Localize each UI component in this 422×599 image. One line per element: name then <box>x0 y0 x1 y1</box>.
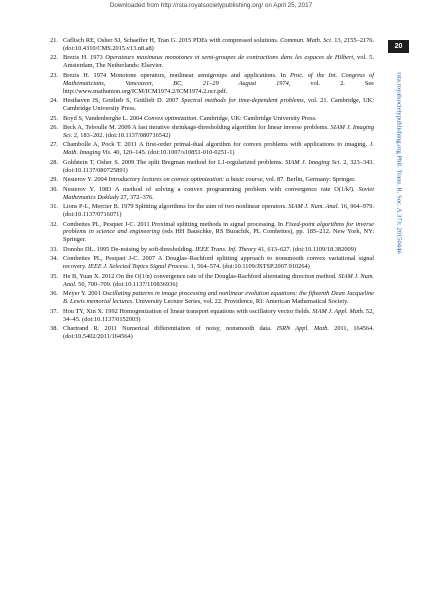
reference-item <box>44 54 374 70</box>
reference-source-title: SIAM J. Num. Anal. <box>63 272 374 288</box>
page-number-badge: 20 <box>388 40 409 53</box>
reference-source-title: Proc. of the Int. Congress of Mathematicians, Vancouver, BC, 21–29 August 1974 <box>63 71 374 87</box>
reference-source-title: J. Math. Imaging Vis. <box>63 141 374 157</box>
reference-item <box>44 97 374 113</box>
reference-source-title: Oscillating patterns in image processing and nonlinear evolution equations: the fifteenth Dean Jacqueline B. Lewis memorial lectures <box>63 290 374 306</box>
reference-text-pre: Hou TY, Xin X. 1992 Homogenization of linear transport equations with oscillatory vector fields. <box>63 307 313 315</box>
reference-text-post: , vol. 2. See http://www.mathunion.org/ICM/ICM1974.2/ICM1974.2.ocr.pdf. <box>63 79 374 95</box>
reference-text-pre: He B, Yuan X. 2012 On the O(1/n) convergence rate of the Douglas-Rachford alternating direction method. <box>63 272 339 280</box>
reference-item <box>44 115 374 123</box>
reference-number: 33. <box>50 245 58 253</box>
reference-number: 25. <box>50 114 58 122</box>
reference-text-pre: Boyd S, Vandenberghe L. 2004 <box>63 114 144 122</box>
reference-text-post: (eds HH Bauschke, RS Burachik, PL Combettes), pp. 185–212. New York, NY: Springer. <box>63 228 374 244</box>
reference-text-post: 2011, 164564. (doi:10.5402/2011/164564) <box>63 325 374 340</box>
reference-item <box>44 141 374 157</box>
reference-text-post: , vol. 87. Berlin, Germany: Springer. <box>262 176 356 184</box>
reference-text-post: 2, 323–343. (doi:10.1137/080725891) <box>63 158 375 174</box>
reference-text-pre: Combettes PL, Pesquet J-C. 2011 Proximal splitting methods in signal processing. In <box>63 220 286 228</box>
reference-text-post: 41, 613–627. (doi:10.1109/18.382009) <box>256 245 356 253</box>
reference-text-post: , vol. 21. Cambridge, UK: Cambridge University Press. <box>63 97 374 113</box>
reference-item <box>44 325 374 341</box>
reference-text-pre: Lions P-L, Mercier B. 1979 Splitting algorithms for the sum of two nonlinear operators. <box>63 203 289 211</box>
download-notice: Downloaded from http://rsta.royalsocietypublishing.org/ on April 25, 2017 <box>109 2 313 9</box>
reference-text-post: 2, 183–202. (doi:10.1137/080716542) <box>72 131 171 139</box>
reference-text-post: 27, 372–376. <box>118 193 154 201</box>
reference-number: 31. <box>50 203 58 211</box>
reference-number: 32. <box>50 220 58 228</box>
reference-source-title: SIAM J. Imaging Sci. <box>285 158 342 166</box>
reference-number: 37. <box>50 307 58 315</box>
reference-list <box>44 37 374 342</box>
reference-item <box>44 246 374 254</box>
reference-text-pre: Nesterov Y. 1983 A method of solving a convex programming problem with convergence rate O(1/k²). <box>63 185 359 193</box>
reference-text-pre: Goldstein T, Osher S. 2009 The split Bregman method for L1-regularized problems. <box>63 158 286 166</box>
reference-source-title: SIAM J. Appl. Math. <box>312 307 365 315</box>
reference-number: 24. <box>50 97 58 105</box>
reference-number: 28. <box>50 158 58 166</box>
reference-number: 34. <box>50 255 58 263</box>
reference-text-pre: Meyer Y. 2001 <box>63 290 103 298</box>
reference-text-post: 1, 564–574. (doi:10.1109/JSTSP.2007.910264) <box>189 263 310 271</box>
reference-text-post: 16, 964–979. (doi:10.1137/0716071) <box>63 203 374 219</box>
journal-side-text[interactable]: rsta.royalsocietypublishing.org Phil. Trans. R. Soc. A 373: 20150446 <box>395 72 402 254</box>
reference-number: 26. <box>50 124 58 132</box>
reference-source-title: Convex optimization <box>144 114 197 122</box>
reference-item <box>44 37 374 53</box>
reference-item <box>44 72 374 96</box>
reference-number: 23. <box>50 71 58 79</box>
reference-number: 30. <box>50 185 58 193</box>
reference-item <box>44 221 374 245</box>
reference-item <box>44 159 374 175</box>
reference-source-title: Fixed-point algorithms for inverse problems in science and engineering <box>63 220 374 236</box>
reference-item <box>44 308 374 324</box>
reference-source-title: IEEE Trans. Inf. Theory <box>195 245 257 253</box>
reference-source-title: Spectral methods for time-dependent problems <box>181 97 304 105</box>
reference-text-post: , vol. 5. Amsterdam, The Netherlands: Elsevier. <box>63 54 374 70</box>
reference-number: 35. <box>50 272 58 280</box>
reference-text-pre: Brezis H. 1974 Monotone operators, nonlinear semigroups and applications. In <box>63 71 290 79</box>
reference-number: 38. <box>50 325 58 332</box>
reference-source-title: SIAM J. Num. Anal. <box>288 203 340 211</box>
reference-source-title: Commun. Math. Sci. <box>280 37 333 44</box>
reference-item <box>44 255 374 271</box>
reference-text-post: 50, 700–709. (doi:10.1137/110836936) <box>76 280 178 288</box>
reference-text-pre: Brezis H. 1973 <box>63 54 106 62</box>
reference-text-post: 13, 2155–2176. (doi:10.4310/CMS.2015.v13.n8.a8) <box>63 37 374 52</box>
reference-number: 27. <box>50 141 58 149</box>
reference-text-pre: Hesthaven JS, Gottlieb S, Gottlieb D. 2007 <box>63 97 182 105</box>
journal-side-strip[interactable] <box>390 58 407 268</box>
reference-source-title: Soviet Mathematics Doklady <box>63 185 374 201</box>
reference-item <box>44 290 374 306</box>
reference-source-title: SIAM J. Imaging Sci. <box>63 124 374 139</box>
reference-number: 36. <box>50 290 58 298</box>
reference-source-title: Operateurs maximaux monotones et semi-groupes de contractions dans les espaces de Hilbert <box>105 54 354 62</box>
reference-source-title: IEEE J. Selected Topics Signal Process. <box>87 263 190 271</box>
reference-text-pre: Nesterov Y. 2004 <box>63 176 109 184</box>
reference-number: 22. <box>50 54 58 62</box>
reference-item <box>44 273 374 289</box>
reference-item <box>44 124 374 140</box>
reference-text-pre: Beck A, Teboulle M. 2009 A fast iterative shrinkage-thresholding algorithm for linear inverse problems. <box>63 124 331 132</box>
reference-item <box>44 203 374 219</box>
reference-text-post: . Cambridge, UK: Cambridge University Press. <box>196 114 317 122</box>
reference-text-pre: Caflisch RE, Osher SJ, Schaeffer H, Tran G. 2015 PDEs with compressed solutions. <box>63 37 281 44</box>
reference-item <box>44 176 374 184</box>
reference-text-pre: Chartrand R. 2011 Numerical differentiation of noisy, nonsmooth data. <box>63 325 277 332</box>
reference-number: 21. <box>50 37 58 44</box>
reference-source-title: Introductory lectures on convex optimization: a basic course <box>108 176 263 184</box>
reference-text-post: 40, 120–145. (doi:10.1007/s10851-010-0251-1) <box>111 149 235 157</box>
reference-number: 29. <box>50 176 58 184</box>
reference-text-pre: Chambolle A, Pock T. 2011 A first-order primal-dual algorithm for convex problems with applications to imaging. <box>63 141 370 149</box>
reference-item <box>44 186 374 202</box>
reference-text-post: . University Lecture Series, vol. 22. Providence, RI: American Mathematical Society. <box>132 298 349 306</box>
reference-text-pre: Combettes PL, Pesquet J-C. 2007 A Douglas–Rachford splitting approach to nonsmooth convex variational signal recovery. <box>63 255 374 271</box>
reference-text-pre: Donoho DL. 1995 De-noising by soft-thresholding. <box>63 245 196 253</box>
reference-source-title: ISRN Appl. Math. <box>276 325 329 332</box>
reference-text-post: 52, 34–45. (doi:10.1137/0152003) <box>63 307 374 323</box>
